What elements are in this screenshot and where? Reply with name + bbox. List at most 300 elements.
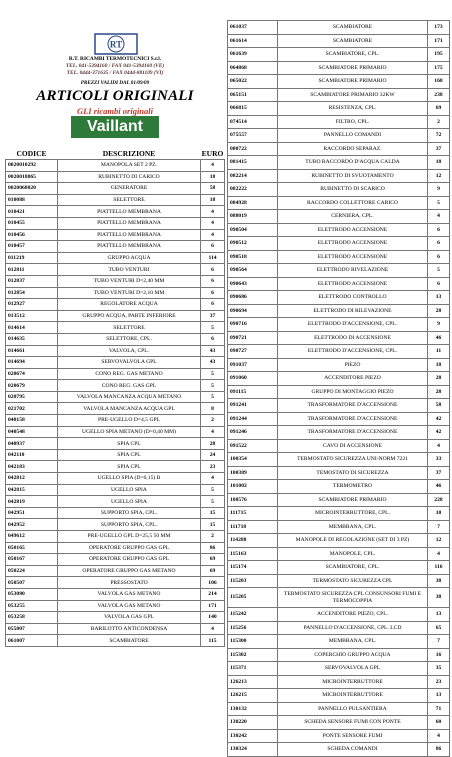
table-row xyxy=(228,675,450,689)
part-description: RUBINETTO DI SCARICO xyxy=(278,183,428,197)
table-row xyxy=(6,322,225,334)
part-price: 72 xyxy=(428,129,450,143)
part-price: 140 xyxy=(201,612,225,624)
part-price: 13 xyxy=(428,608,450,622)
parts-table-right xyxy=(227,20,450,757)
part-code: 053258 xyxy=(6,612,58,624)
part-code: 042951 xyxy=(6,507,58,519)
part-description: MEMBRANA, CPL. xyxy=(278,635,428,649)
part-description: COPERCHIO GRUPPO ACQUA xyxy=(278,648,428,662)
part-description: PIATTELLO MEMBRANA xyxy=(58,241,201,253)
part-code: 012854 xyxy=(6,287,58,299)
part-description: SUPPORTO SPIA, CPL. xyxy=(58,519,201,531)
col-header-code: CODICE xyxy=(16,148,47,158)
part-description: FILTRO, CPL. xyxy=(278,115,428,129)
part-description: ELETTRODO ACCENSIONE xyxy=(278,237,428,251)
table-row xyxy=(228,480,450,494)
table-row xyxy=(6,345,225,357)
table-row xyxy=(228,142,450,156)
part-price: 12 xyxy=(428,534,450,548)
part-description: TRASFORMATORE D'ACCENSIONE xyxy=(278,399,428,413)
part-price: 5 xyxy=(201,496,225,508)
part-price: 5 xyxy=(201,322,225,334)
part-price: 23 xyxy=(428,675,450,689)
part-code: 115163 xyxy=(228,547,278,561)
part-price: 4 xyxy=(201,623,225,635)
part-code: 115205 xyxy=(228,588,278,608)
part-price: 4 xyxy=(201,217,225,229)
part-price: 43 xyxy=(201,345,225,357)
table-row xyxy=(228,21,450,35)
part-code: 115256 xyxy=(228,621,278,635)
part-description: SPIA CPL xyxy=(58,438,201,450)
table-row xyxy=(6,287,225,299)
table-row xyxy=(6,426,225,438)
part-code: 053255 xyxy=(6,600,58,612)
company-name: R.T. RICAMBI TERMOTECNICI S.r.l. xyxy=(68,56,162,62)
part-price: 171 xyxy=(428,34,450,48)
part-code: 074514 xyxy=(228,115,278,129)
part-price: 46 xyxy=(428,331,450,345)
table-row xyxy=(228,534,450,548)
table-row xyxy=(228,621,450,635)
part-description: PANNELLO COMANDI xyxy=(278,129,428,143)
part-code: 126215 xyxy=(228,689,278,703)
part-price: 114 xyxy=(201,252,225,264)
part-code: 040158 xyxy=(6,415,58,427)
table-row xyxy=(6,612,225,624)
part-description: MICROINTERRUTTORE, CPL. xyxy=(278,507,428,521)
part-description: ELETTRODO RIVELAZIONE xyxy=(278,264,428,278)
part-description: SCAMBIATORE PRIMARIO xyxy=(278,75,428,89)
part-price: 6 xyxy=(201,287,225,299)
part-code: 049612 xyxy=(6,531,58,543)
part-description: RUBINETTO DI CARICO xyxy=(58,171,201,183)
part-price: 16 xyxy=(428,648,450,662)
part-price: 18 xyxy=(201,171,225,183)
table-row xyxy=(228,385,450,399)
part-price: 6 xyxy=(201,241,225,253)
table-row xyxy=(228,608,450,622)
table-row xyxy=(6,565,225,577)
part-price: 28 xyxy=(201,438,225,450)
part-price: 18 xyxy=(428,358,450,372)
part-price: 5 xyxy=(428,264,450,278)
table-row xyxy=(6,531,225,543)
part-description: OPERATORE GRUPPO GAS GPL xyxy=(58,542,201,554)
part-code: 061614 xyxy=(228,34,278,48)
part-description: SCAMBIATORE PRIMARIO xyxy=(278,493,428,507)
part-description: TERMOSTATO SICUREZZA CPL xyxy=(278,574,428,588)
part-price: 4 xyxy=(201,229,225,241)
part-description: MEMBRANA, CPL. xyxy=(278,520,428,534)
table-row xyxy=(228,318,450,332)
part-description: PIATTELLO MEMBRANA xyxy=(58,217,201,229)
table-row xyxy=(6,333,225,345)
part-price: 86 xyxy=(201,542,225,554)
part-description: SCAMBIATORE PRIMARIO 32KW xyxy=(278,88,428,102)
part-code: 010455 xyxy=(6,217,58,229)
part-code: 021702 xyxy=(6,403,58,415)
part-price: 4 xyxy=(201,160,225,172)
part-code: 115203 xyxy=(228,574,278,588)
part-code: 115300 xyxy=(228,635,278,649)
part-code: 100354 xyxy=(228,453,278,467)
part-description: BARILOTTO ANTICONDENSA xyxy=(58,623,201,635)
page-title: ARTICOLI ORIGINALI xyxy=(36,88,194,104)
part-description: TUBO VENTURI xyxy=(58,264,201,276)
table-row xyxy=(228,156,450,170)
part-code: 090518 xyxy=(228,250,278,264)
table-row xyxy=(228,277,450,291)
table-row xyxy=(6,507,225,519)
brand-tagline: GLI ricambi originali xyxy=(76,106,154,116)
part-code: 061037 xyxy=(228,21,278,35)
part-code: 090504 xyxy=(228,223,278,237)
part-code: 040548 xyxy=(6,426,58,438)
table-row xyxy=(6,368,225,380)
part-code: 055007 xyxy=(6,623,58,635)
part-code: 090721 xyxy=(228,331,278,345)
part-code: 013512 xyxy=(6,310,58,322)
part-description: ELETTRODO ACCENSIONE xyxy=(278,223,428,237)
part-price: 10 xyxy=(428,507,450,521)
table-row xyxy=(228,102,450,116)
company-tel-vi: TEL. 0444-371635 / FAX 0444-881109 (VI) xyxy=(66,70,164,76)
part-code: 010457 xyxy=(6,241,58,253)
part-description: VALVOLA MANCANZA ACQUA GPL xyxy=(58,403,201,415)
part-code: 012927 xyxy=(6,299,58,311)
part-code: 042952 xyxy=(6,519,58,531)
part-price: 12 xyxy=(428,169,450,183)
part-price: 238 xyxy=(428,88,450,102)
part-code: 130324 xyxy=(228,743,278,757)
part-description: PIATTELLO MEMBRANA xyxy=(58,206,201,218)
part-description: ELETTRODO CONTROLLO xyxy=(278,291,428,305)
part-price: 116 xyxy=(428,561,450,575)
part-description: SCAMBIATORE xyxy=(58,635,201,647)
part-price: 4 xyxy=(428,439,450,453)
part-price: 13 xyxy=(428,291,450,305)
part-price: 6 xyxy=(201,264,225,276)
part-code: 020679 xyxy=(6,380,58,392)
table-row xyxy=(6,171,225,183)
part-description: TERMOSTATO SICUREZZA CPL CONSUNSORI FUMI E TERMOCOPPIA xyxy=(278,588,428,608)
table-row xyxy=(6,183,225,195)
part-description: ELETTRODO DI ACCENSIONE xyxy=(278,331,428,345)
part-code: 042812 xyxy=(6,473,58,485)
table-row xyxy=(228,547,450,561)
part-description: SCAMBIATORE, CPL. xyxy=(278,561,428,575)
part-code: 061007 xyxy=(6,635,58,647)
part-code: 115302 xyxy=(228,648,278,662)
table-row xyxy=(228,662,450,676)
part-code: 042819 xyxy=(6,496,58,508)
part-description: SUPPORTO SPIA, CPL. xyxy=(58,507,201,519)
part-description: PANNELLO D'ACCENSIONE, CPL. LCD xyxy=(278,621,428,635)
table-row xyxy=(228,169,450,183)
part-code: 111715 xyxy=(228,507,278,521)
part-description: ELETTRODO D'ACCENSIONE, CPL. xyxy=(278,318,428,332)
part-description: ELETTRODO D'ACCENSIONE, CPL. xyxy=(278,345,428,359)
part-price: 60 xyxy=(428,716,450,730)
table-row xyxy=(6,391,225,403)
part-description: CAVO DI ACCENSIONE xyxy=(278,439,428,453)
part-code: 108576 xyxy=(228,493,278,507)
part-description: VALVOLA GAS GPL xyxy=(58,612,201,624)
table-row xyxy=(6,588,225,600)
part-description: PRE-UGELLO GPL D=25,5 50 MM xyxy=(58,531,201,543)
part-price: 4 xyxy=(201,206,225,218)
part-description: MANOPOLA SET 2 PZ. xyxy=(58,160,201,172)
part-code: 091115 xyxy=(228,385,278,399)
part-price: 175 xyxy=(428,61,450,75)
part-price: 106 xyxy=(201,577,225,589)
part-code: 090716 xyxy=(228,318,278,332)
part-price: 69 xyxy=(428,102,450,116)
part-description: UGELLO SPIA xyxy=(58,484,201,496)
table-row xyxy=(6,357,225,369)
table-row xyxy=(228,507,450,521)
table-row xyxy=(228,129,450,143)
part-price: 35 xyxy=(428,662,450,676)
table-row xyxy=(228,561,450,575)
part-description: VALVOLA MANCANZA ACQUA METANO xyxy=(58,391,201,403)
part-description: REGOLATORE ACQUA xyxy=(58,299,201,311)
part-description: GRUPPO DI MONTAGGIO PIEZO xyxy=(278,385,428,399)
part-description: PRE-UGELLO D=4,5 GPL xyxy=(58,415,201,427)
table-row xyxy=(6,310,225,322)
part-description: GRUPPO ACQUA, PARTE INFERIORE xyxy=(58,310,201,322)
part-code: 014661 xyxy=(6,345,58,357)
part-price: 69 xyxy=(201,565,225,577)
part-price: 65 xyxy=(428,621,450,635)
part-price: 5 xyxy=(201,380,225,392)
table-row xyxy=(6,380,225,392)
table-row xyxy=(228,75,450,89)
part-code: 091037 xyxy=(228,358,278,372)
company-tel-ve: TEL. 041-5394160 / FAX 041-5394160 (VE) xyxy=(65,63,165,69)
parts-table-left xyxy=(5,147,225,647)
part-code: 115174 xyxy=(228,561,278,575)
part-code: 040937 xyxy=(6,438,58,450)
table-row xyxy=(6,299,225,311)
part-price: 6 xyxy=(428,237,450,251)
part-price: 168 xyxy=(428,75,450,89)
part-description: TRASFORMATORE D'ACCENSIONE xyxy=(278,426,428,440)
company-info xyxy=(5,56,225,77)
table-row xyxy=(228,61,450,75)
table-row xyxy=(228,210,450,224)
table-row xyxy=(6,449,225,461)
part-price: 28 xyxy=(428,304,450,318)
part-code: 010421 xyxy=(6,206,58,218)
table-row xyxy=(6,229,225,241)
part-description: GRUPPO ACQUA xyxy=(58,252,201,264)
part-code: 080722 xyxy=(228,142,278,156)
table-row xyxy=(228,520,450,534)
part-code: 111718 xyxy=(228,520,278,534)
part-code: 050167 xyxy=(6,554,58,566)
part-price: 6 xyxy=(428,250,450,264)
part-code: 084928 xyxy=(228,196,278,210)
part-code: 075557 xyxy=(228,129,278,143)
table-row xyxy=(6,623,225,635)
part-code: 088019 xyxy=(228,210,278,224)
part-description: OPERATORE GRUPPO GAS GPL xyxy=(58,554,201,566)
table-row xyxy=(228,237,450,251)
table-row xyxy=(228,648,450,662)
table-row xyxy=(228,264,450,278)
part-code: 014635 xyxy=(6,333,58,345)
part-description: ELETTRODO ACCENSIONE xyxy=(278,277,428,291)
table-row xyxy=(228,574,450,588)
part-description: UGELLO SPIA (D=0,15) B xyxy=(58,473,201,485)
part-description: RUBINETTO DI SVUOTAMENTO xyxy=(278,169,428,183)
table-row xyxy=(6,461,225,473)
part-price: 4 xyxy=(428,729,450,743)
part-code: 115242 xyxy=(228,608,278,622)
part-description: MICROINTERRUTTORE xyxy=(278,675,428,689)
part-price: 228 xyxy=(428,493,450,507)
part-price: 2 xyxy=(201,531,225,543)
part-code: 091241 xyxy=(228,399,278,413)
table-row xyxy=(6,403,225,415)
part-description: SCAMBIATORE PRIMARIO xyxy=(278,61,428,75)
part-code: 042183 xyxy=(6,461,58,473)
part-price: 71 xyxy=(428,702,450,716)
part-price: 5 xyxy=(428,196,450,210)
table-row xyxy=(228,88,450,102)
right-column xyxy=(227,20,450,757)
table-row xyxy=(228,372,450,386)
part-price: 171 xyxy=(201,600,225,612)
part-code: 010088 xyxy=(6,194,58,206)
part-description: TERMOMETRO xyxy=(278,480,428,494)
part-description: SELETTORE xyxy=(58,194,201,206)
table-row xyxy=(6,217,225,229)
part-description: MICROINTERRUTTORE xyxy=(278,689,428,703)
part-description: RACCORDO SEPARAZ. xyxy=(278,142,428,156)
part-code: 101002 xyxy=(228,480,278,494)
company-logo xyxy=(94,33,138,55)
table-row xyxy=(6,473,225,485)
part-code: 0020018065 xyxy=(6,171,58,183)
table-row xyxy=(6,484,225,496)
part-code: 064868 xyxy=(228,61,278,75)
part-price: 33 xyxy=(428,453,450,467)
part-description: MANOPOLE, CPL. xyxy=(278,547,428,561)
col-header-desc: DESCRIZIONE xyxy=(102,148,156,158)
table-row xyxy=(228,34,450,48)
part-code: 012811 xyxy=(6,264,58,276)
table-row xyxy=(228,291,450,305)
table-row xyxy=(6,496,225,508)
part-description: TUBO VENTURI D=2,40 MM xyxy=(58,275,201,287)
part-description: TUBO VENTURI D=2,10 MM xyxy=(58,287,201,299)
part-description: CONO REG. GAS GPL xyxy=(58,380,201,392)
part-code: 082214 xyxy=(228,169,278,183)
part-code: 130132 xyxy=(228,702,278,716)
part-code: 0020068020 xyxy=(6,183,58,195)
part-description: VALVOLA GAS METANO xyxy=(58,600,201,612)
table-row xyxy=(228,426,450,440)
part-code: 091060 xyxy=(228,372,278,386)
part-code: 091244 xyxy=(228,412,278,426)
table-row xyxy=(228,439,450,453)
part-price: 8 xyxy=(201,403,225,415)
part-code: 130220 xyxy=(228,716,278,730)
part-code: 090512 xyxy=(228,237,278,251)
part-code: 050507 xyxy=(6,577,58,589)
table-row xyxy=(6,194,225,206)
part-description: ACCENDITORE PIEZO, CPL. xyxy=(278,608,428,622)
part-price: 13 xyxy=(428,689,450,703)
part-price: 7 xyxy=(428,635,450,649)
document-header xyxy=(5,0,225,147)
part-code: 090686 xyxy=(228,291,278,305)
part-price: 7 xyxy=(428,520,450,534)
part-price: 69 xyxy=(201,554,225,566)
table-row xyxy=(228,115,450,129)
part-code: 012837 xyxy=(6,275,58,287)
part-price: 214 xyxy=(201,588,225,600)
table-row xyxy=(228,250,450,264)
part-price: 6 xyxy=(428,223,450,237)
part-description: SCAMBIATORE xyxy=(278,34,428,48)
part-description: SELETTORE xyxy=(58,322,201,334)
part-code: 081415 xyxy=(228,156,278,170)
part-description: SCAMBIATORE xyxy=(278,21,428,35)
table-row xyxy=(6,577,225,589)
table-row xyxy=(6,554,225,566)
part-price: 46 xyxy=(428,480,450,494)
part-price: 15 xyxy=(201,507,225,519)
part-code: 014614 xyxy=(6,322,58,334)
part-price: 38 xyxy=(428,588,450,608)
part-description: SPIA CPL xyxy=(58,461,201,473)
table-row xyxy=(228,304,450,318)
part-price: 4 xyxy=(428,210,450,224)
part-price: 9 xyxy=(428,183,450,197)
price-validity: PREZZI VALIDI DAL 01/09/09 xyxy=(80,80,150,86)
part-code: 082222 xyxy=(228,183,278,197)
part-description: SELETTORE, CPL. xyxy=(58,333,201,345)
table-row xyxy=(228,223,450,237)
part-price: 58 xyxy=(201,183,225,195)
part-price: 195 xyxy=(428,48,450,62)
part-price: 15 xyxy=(201,519,225,531)
part-description: GENERATORE xyxy=(58,183,201,195)
logo-text: RT xyxy=(109,39,123,50)
part-price: 9 xyxy=(428,318,450,332)
table-row xyxy=(228,48,450,62)
part-price: 11 xyxy=(428,345,450,359)
table-row xyxy=(6,241,225,253)
part-price: 86 xyxy=(428,743,450,757)
part-description: RACCORDO COLLETTORE CARICO xyxy=(278,196,428,210)
part-description: OPERATORE GRUPPO GAS METANO xyxy=(58,565,201,577)
part-code: 091246 xyxy=(228,426,278,440)
part-price: 5 xyxy=(201,391,225,403)
table-row xyxy=(6,275,225,287)
part-price: 173 xyxy=(428,21,450,35)
part-price: 6 xyxy=(201,333,225,345)
part-price: 42 xyxy=(428,412,450,426)
part-code: 0020010292 xyxy=(6,160,58,172)
table-row xyxy=(6,415,225,427)
part-description: TUBO RACCORDO D'ACQUA CALDA xyxy=(278,156,428,170)
